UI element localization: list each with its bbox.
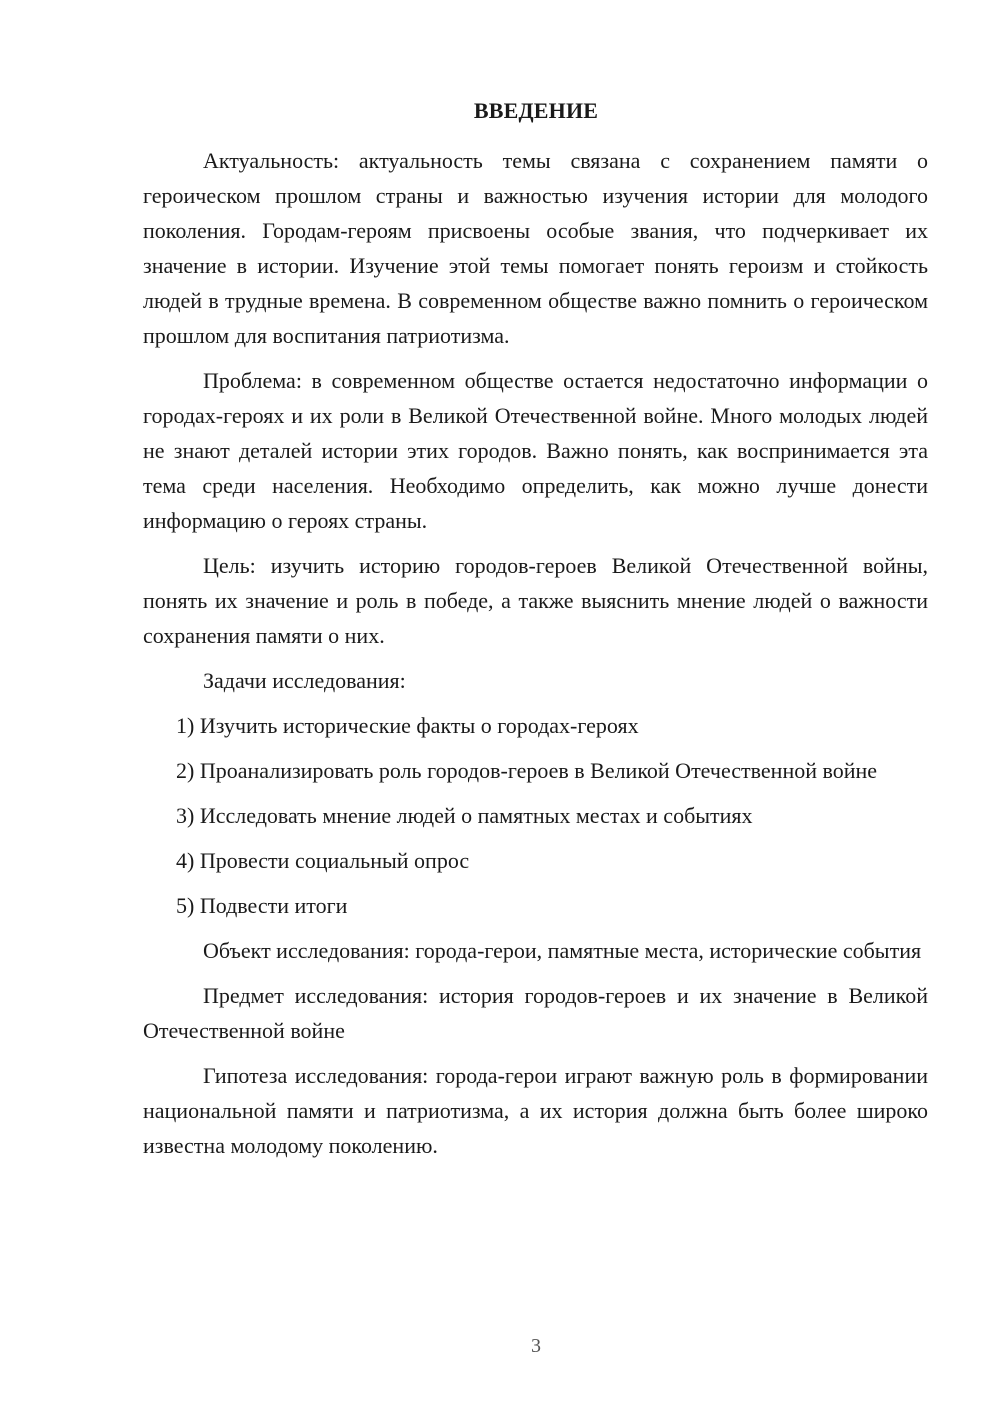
paragraph-goal: Цель: изучить историю городов-героев Великой Отечественной войны, понять их значение и роль в победе, а также выяснить мнение людей о важности сохранения памяти о них.: [143, 553, 928, 648]
page-number: 3: [531, 1335, 541, 1357]
paragraph-relevance: Актуальность: актуальность темы связана с сохранением памяти о героическом прошлом страны и важностью изучения истории для молодого поколения. Городам-героям присвоены особые звания, что подчеркивает их значение в истории. Изучение этой темы помогает понять героизм и стойкость людей в трудные времена. В современном обществе важно помнить о героическом прошлом для воспитания патриотизма.: [143, 148, 928, 348]
task-item-3: 3) Исследовать мнение людей о памятных местах и событиях: [176, 803, 753, 828]
task-item-1: 1) Изучить исторические факты о городах-героях: [176, 713, 639, 738]
paragraph-object: Объект исследования: города-герои, памятные места, исторические события: [203, 938, 922, 963]
page-heading: ВВЕДЕНИЕ: [473, 98, 599, 123]
task-item-2: 2) Проанализировать роль городов-героев в Великой Отечественной войне: [176, 758, 878, 783]
paragraph-subject: Предмет исследования: история городов-героев и их значение в Великой Отечественной войне: [143, 983, 928, 1043]
task-item-5: 5) Подвести итоги: [176, 893, 348, 918]
paragraph-problem: Проблема: в современном обществе остается недостаточно информации о городах-героях и их роли в Великой Отечественной войне. Много молодых людей не знают деталей истории этих городов. Важно понять, как воспринимается эта тема среди населения. Необходимо определить, как можно лучше донести информацию о героях страны.: [143, 368, 928, 533]
tasks-title: Задачи исследования:: [203, 668, 406, 693]
paragraph-hypothesis: Гипотеза исследования: города-герои играют важную роль в формировании национальной памяти и патриотизма, а их история должна быть более широко известна молодому поколению.: [143, 1063, 928, 1158]
task-item-4: 4) Провести социальный опрос: [176, 848, 470, 873]
document-body: [143, 143, 928, 1173]
